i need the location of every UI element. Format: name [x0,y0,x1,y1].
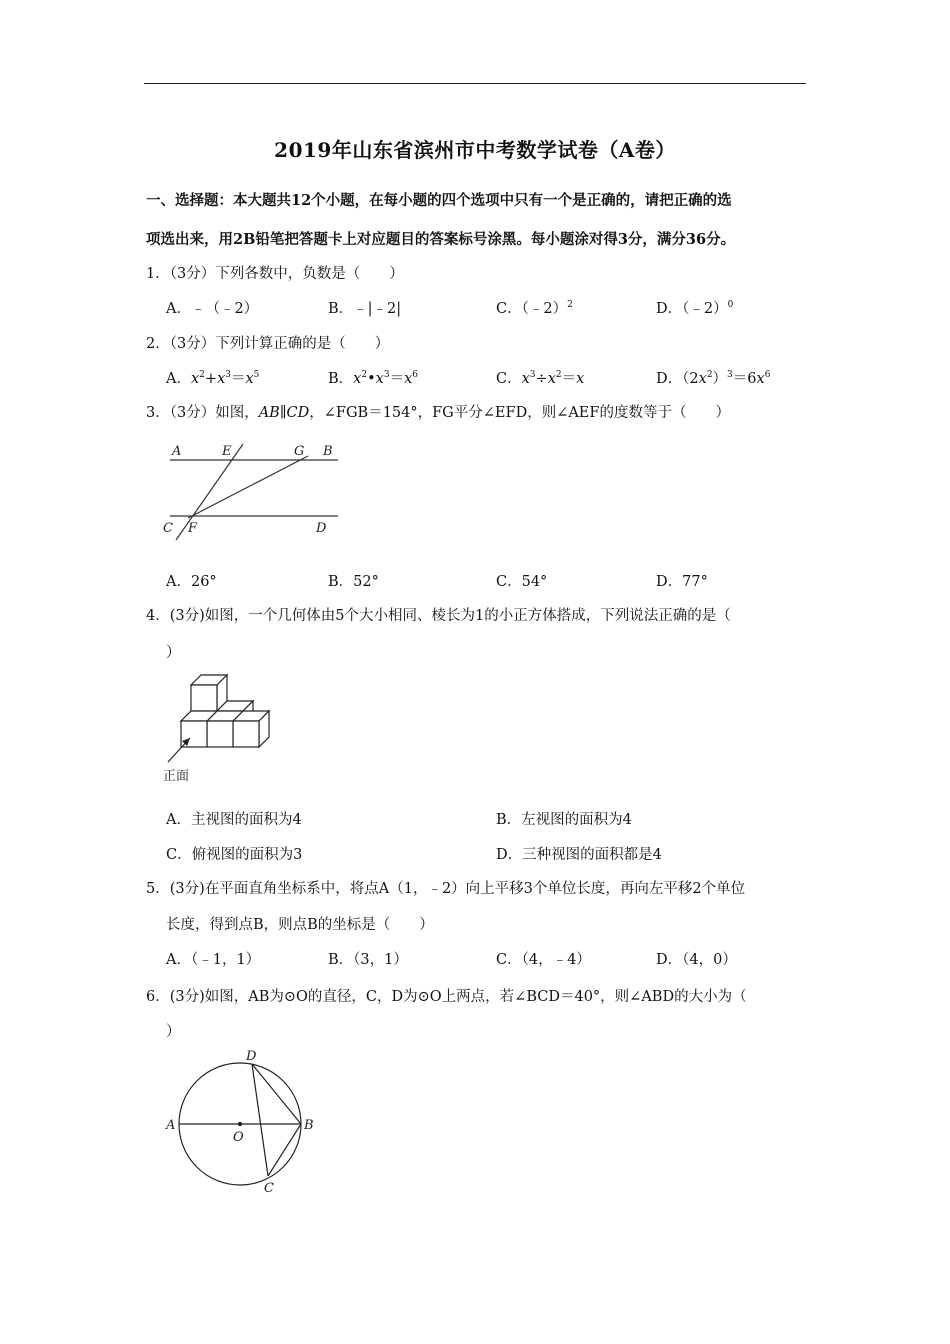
q1-option-d: D．（﹣2）$^0$ [656,300,734,317]
label-a: A [172,444,182,459]
q4-stem-line-2: ） [166,645,181,661]
q4-option-a: A．主视图的面积为4 [166,812,302,828]
line-fg [188,456,308,518]
label-e: E [222,444,232,459]
q5-option-a: A．（﹣1，1） [166,952,261,968]
label-g: G [294,444,305,459]
label-a: A [166,1118,176,1133]
label-c: C [264,1181,274,1196]
q3-option-a: A．26° [166,574,217,590]
header-rule [144,83,806,84]
q3-stem: 3．（3分）如图，AB∥CD，∠FGB＝154°，FG平分∠EFD，则∠AEF的度数等于（ ） [146,405,730,421]
q2-option-d: D．$(2x^2)^3=6x^6$ [656,370,771,387]
q4-option-d: D．三种视图的面积都是4 [496,847,662,863]
q5-stem-line-1: 5．(3分)在平面直角坐标系中，将点A（1，﹣2）向上平移3个单位长度，再向左平移2个单位 [146,881,746,897]
q1-stem: 1．（3分）下列各数中，负数是（ ） [146,266,404,282]
q2-option-a: A．$x^2+x^3=x^5$ [166,370,260,387]
q3-parallel-lines-figure [160,436,350,546]
q6-stem-line-1: 6．(3分)如图，AB为⊙O的直径，C，D为⊙O上两点，若∠BCD＝40°，则∠ABD的大小为（ [146,989,747,1005]
label-o: O [233,1130,244,1145]
q4-option-b: B．左视图的面积为4 [496,812,632,828]
q2-stem: 2．（3分）下列计算正确的是（ ） [146,336,390,352]
q4-option-c: C．俯视图的面积为3 [166,847,303,863]
q4-cube-figure [160,668,290,788]
q3-option-d: D．77° [656,574,708,590]
q6-stem-line-2: ） [166,1024,181,1040]
line-ef [176,444,243,540]
q2-option-c: C．$x^3\div x^2=x$ [496,370,585,387]
label-f: F [188,521,198,536]
label-d: D [316,521,327,536]
q3-option-b: B．52° [328,574,379,590]
section-instructions-line-1: 一、选择题：本大题共12个小题，在每小题的四个选项中只有一个是正确的，请把正确的选 [146,192,732,209]
center-point [238,1122,242,1126]
q5-option-d: D．（4，0） [656,952,737,968]
q2-option-b: B．$x^2•x^3=x^6$ [328,370,418,387]
q5-option-b: B．（3，1） [328,952,408,968]
label-d: D [246,1049,257,1064]
q1-option-c: C．（﹣2）$^2$ [496,300,573,317]
front-label: 正面 [163,769,190,784]
q5-stem-line-2: 长度，得到点B，则点B的坐标是（ ） [166,917,434,933]
page-title: 2019年山东省滨州市中考数学试卷（A卷） [274,138,676,162]
label-b: B [323,444,333,459]
q4-stem-line-1: 4．(3分)如图，一个几何体由5个大小相同、棱长为1的小正方体搭成，下列说法正确的是（ [146,608,731,624]
q5-option-c: C．（4，﹣4） [496,952,591,968]
q3-option-c: C．54° [496,574,548,590]
chord-cb [268,1124,301,1176]
q6-circle-figure [160,1040,330,1200]
section-instructions-line-2: 项选出来，用2B铅笔把答题卡上对应题目的答案标号涂黑。每小题涂对得3分，满分36分。 [146,231,736,248]
q1-option-a: A．﹣（﹣2） [166,301,259,317]
label-b: B [304,1118,314,1133]
q1-option-b: B．﹣|﹣2| [328,301,402,317]
label-c: C [163,521,173,536]
